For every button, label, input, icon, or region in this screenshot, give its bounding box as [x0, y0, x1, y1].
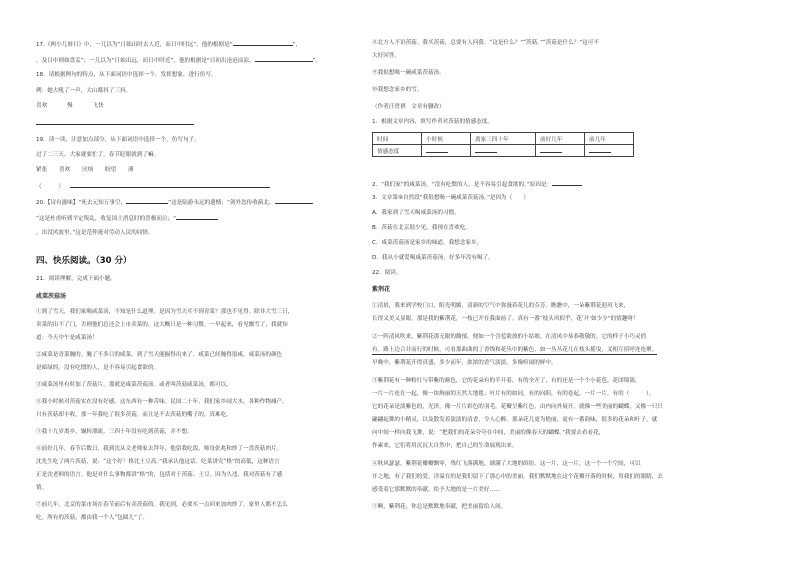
question-22: 22．阅读。 — [372, 270, 402, 276]
question-2: 2．“我们家”的咸菜汤，“没有吃惯的人，是不容易引起食欲的。”原因是： — [372, 180, 582, 189]
paragraph-5: ⑤我十九岁离乡，辗转漂流，三四十年没有吃到茨菇，并不想。 — [36, 429, 193, 435]
question-17-line-2: ，及日中则如盘盂”；一儿以为“日始出远，而日中时近”，他的根据是“日初出沧沧凉凉， ”。 — [36, 58, 322, 64]
question-19-words — [36, 167, 144, 174]
answer-blank[interactable] — [176, 214, 218, 220]
answer-blank[interactable] — [70, 182, 270, 188]
table-answer-cell[interactable] — [471, 145, 536, 157]
emotion-table — [372, 132, 634, 157]
paragraph-4: ④我小时候对茨菇实在没有好感。这东西有一种苦味。民国二十年，我们家乡闹大水，各种作物减产， — [36, 399, 288, 405]
paragraph-5: ⑤啊，紫荆花，你总是默默地奉献，把美丽留给人间。 — [372, 504, 507, 510]
paragraph-3: ③紫荆花有一种粉红与带紫的颜色，它的花朵有的半开着，有的全开了，有的还是一个个小花苞。花团锦簇， — [372, 378, 641, 384]
question-17-line-1: 17.《两小儿辩日》中，一儿以为“日始出时去人近，而日中时远”，他的根据是“ ”， — [36, 42, 302, 48]
paragraph-3: ③咸菜汤里有时加了茨菇片，那就是咸菜茨菇汤。或者叫茨菇咸菜汤，都可以。 — [36, 382, 232, 388]
table-row — [373, 133, 634, 145]
table-header-cell: 时间 — [373, 133, 422, 145]
table-row-label: 情感态度 — [373, 145, 422, 157]
paragraph-2: ②一阵清风吹来，紫荆花那无限的馥郁，便如一个含苞欲放的小姑娘，在清风中恭恭敬敬的。它的样子小巧灵俏 — [372, 334, 647, 340]
option-d[interactable]: D．我从小就爱喝咸菜茨菇汤，好多年没有喝了。 — [372, 255, 494, 261]
table-row — [373, 145, 634, 157]
right-column: ⑧北方人不识茨菇。我买茨菇，总要有人问我：“这是什么？”“茨菇。”“茨菇是什么？”这可不 大好回答。 ⑨我很想喝一碗咸菜茨菇汤。 ⑩我想念家乡的雪。 （作者汪曾祺 文章有删改） 1．根据文章内容，填写作者对茨菇的情感态度。 时间 小时候 离家三四十年 前好几年 前几年 情感态度 2．“我们家”的咸菜汤，“没有吃惯的人，是不容易引起食欲的。”原因是： 3．文章第⑨自然段“我很想喝一碗咸菜茨菇汤。”是因为（ ） A．我家到了雪天喝咸菜汤的习惯。 B．茨菇在北京很少见，我现在喜欢吃。 C．咸菜茨菇汤是家乡的味道，我想念家乡。 D．我从小就爱喝咸菜茨菇汤，好多年没有喝了。 22．阅读。 紫荆花 ①清晨，我来到学校门口，阳光明媚，清新的空气中弥漫着花儿的芬芳。瞧瞧中，一朵紫荆花迎风飞来， 长得又美又显眼，那是我的紫荆花，一枝已开在我面前了。真有一番“枝头风似乎，花‘开’如少少”的情趣呀！ ②一阵清风吹来，紫荆花那无限的馥郁，便如一个含苞欲放的小姑娘，在清风中恭恭敬敬的。它的样子小巧灵俏 有。路上边合并而行的时候，可看那曲曲的丁香线和花丛中的紫色，如一丛丛花儿在枝头摇曳，叉相互招呼连连聚。 早晚中，紫荆花开得真盛，多少而年，浓浓的香气淡淡，多像喧闹的鲜中。 ③紫荆花有一种粉红与带紫的颜色，它的花朵有的半开着，有的全开了，有的还是一个个小花苞。花团锦簇， 一片一片连在一起，像一块绚丽的天然大地毯；叶片有的如同，有的向阳，有的卷起，一片一片，有的（ ）。 它的花朵是淡紫色的，光泽，像一片片彩色的羽毛。花瓣呈紫红色，由内向外展开。就像一些美丽的蝴蝶，又像一只只 翩翩起舞的小精灵，以及散发着淡淡的清香，令人心醉。那朵花儿更为艳丽，更有一番韵味，很多的花朵和叶子，就 向中间一样向我飞舞，说：“把我们的花朵夸夸在中间，美丽的像春天的蝴蝶。”我要去看看花， 作素来，它们将用沉沉大自然中，把自己的生命展现出来。 ④秋风瑟瑟，紫荆花瓣瓣飘零，残红飞落满地，铺满了大地的缤纷。这一片，这一片，这一个一个空间，可以 开之地，有了我们的爱，洋溢在的是我们留下了那心中的美丽。我们默默地在这个花瓣开落的时候，用我们的眼睛，去 感受着它那默默的奉献，给予大地的是一片美好…… ⑤啊，紫荆花，你总是默默地奉献，把美丽留给人间。 — [372, 40, 663, 510]
word-option: 盼望 — [104, 167, 117, 173]
question-19-answer-line — [36, 182, 270, 191]
left-column: 17.《两小儿辩日》中，一儿以为“日始出时去人近，而日中时远”，他的根据是“ ”， ，及日中则如盘盂”；一儿以为“日始出远，而日中时近”，他的根据是“日初出沧沧凉凉， ”。 18．请根据例句的特点，从下面词语中选择一个，发挥想象，进行仿写。 例：她大吼了一声，大山都抖了三抖。 喜欢 慢 飞快 19．读一读，注意加点部分，从下面词语中选择一个，仿写句子。 过了二三天，大家就要忙了，春节眨眼就到了嘛。 紧张 喜欢 厌烦 盼望 薄 （ ） 20.【诗有滋味】“死去元知万事空， ”这是陆游永远的遗憾；“剑外忽传收蓟北， ”这是杜甫听到平定叛乱，收复国土消息时的喜极而泣；“ ，出没风波里。”这是范仲淹对劳动人民的同情。 四、快乐阅读。（30 分） 21．阅读理解，完成下面小题。 咸菜茨菇汤 ①到了雪天，我们家喝咸菜汤，不知是什么道理。是因为雪天买不到青菜？那也不见得。除非大雪三日， 卖菜的出不了门，否则他们总还会上市卖菜的。这大概只是一种习惯。一早起来，看见飘雪了，我就知 道：今天中午是咸菜汤！ ②咸菜是青菜腌的。腌了不多日的咸菜，到了雪天能掘得出来了。咸菜已经腌得很咸，咸菜汤的颜色 是暗绿的。没有吃惯的人，是不容易引起食欲的。 ③咸菜汤里有时加了茨菇片，那就是咸菜茨菇汤。或者叫茨菇咸菜汤，都可以。 ④我小时候对茨菇实在没有好感。这东西有一种苦味。民国二十年，我们家乡闹大水，各种作物减产， 只有茨菇却丰收。那一年我吃了很多茨菇，而且是不去茨菇的嘴子的，真难吃。 ⑤我十九岁离乡，辗转漂流，三四十年没有吃到茨菇，并不想。 ⑥前好几年，春节后数日，我到沈从文老师家去拜年，他留我吃饭，师母张兆和炒了一盘茨菇肉片。 沈先生吃了两片茨菇，说：“这个好！格比土豆高。”我承认他这话。吃菜讲究“格”的高低，这种语言 正是沈老师的语言。他是对什么事物都讲“格”的，包括对于茨菇、土豆。因为久违，我对茨菇有了感 情。 ⑦前几年，北京的菜市场在春节前后有卖茨菇的。我见到，必要买一点回来加肉炒了。家里人都不怎么 吃。所有的茨菇，都由我一个人“包圆儿”了。 — [36, 42, 322, 521]
essay-source: （作者汪曾祺 文章有删改） — [372, 104, 445, 110]
paragraph-6: ⑥前好几年，春节后数日，我到沈从文老师家去拜年，他留我吃饭，师母张兆和炒了一盘茨菇肉片。 — [36, 446, 283, 452]
table-header-cell: 前好几年 — [536, 133, 585, 145]
question-3: 3．文章第⑨自然段“我很想喝一碗咸菜茨菇汤。”是因为（ ） — [372, 195, 530, 201]
word-option: 慢 — [66, 103, 73, 109]
question-19: 19．读一读，注意加点部分，从下面词语中选择一个，仿写句子。 — [36, 137, 200, 143]
question-20-line-3: ，出没风波里。”这是范仲淹对劳动人民的同情。 — [36, 230, 154, 236]
word-option: 厌烦 — [81, 167, 94, 173]
option-b[interactable]: B．茨菇在北京很少见，我现在喜欢吃。 — [372, 225, 471, 231]
word-option: 喜欢 — [58, 167, 71, 173]
paragraph-2: ②咸菜是青菜腌的。腌了不多日的咸菜，到了雪天能掘得出来了。咸菜已经腌得很咸，咸菜汤的颜色 — [36, 352, 283, 358]
word-option: 飞快 — [92, 103, 104, 109]
paragraph-8: ⑧北方人不识茨菇。我买茨菇，总要有人问我：“这是什么？”“茨菇。”“茨菇是什么？”这可不 — [372, 40, 599, 46]
question-20-line-2: ”这是杜甫听到平定叛乱，收复国土消息时的喜极而泣；“ — [36, 214, 218, 223]
paragraph-1: ①到了雪天，我们家喝咸菜汤，不知是什么道理。是因为雪天买不到青菜？那也不见得。除非大雪三日， — [36, 309, 294, 315]
table-header-cell: 小时候 — [422, 133, 471, 145]
question-18: 18．请根据例句的特点，从下面词语中选择一个，发挥想象，进行仿写。 — [36, 72, 217, 78]
table-answer-cell[interactable] — [422, 145, 471, 157]
question-19-sentence: 过了二三天，大家就要忙了，春节眨眼就到了嘛。 — [36, 152, 160, 158]
option-a[interactable]: A．我家到了雪天喝咸菜汤的习惯。 — [372, 210, 460, 216]
answer-blank[interactable] — [275, 198, 313, 204]
question-21: 21．阅读理解，完成下面小题。 — [36, 276, 116, 282]
word-option: 薄 — [127, 167, 134, 173]
question-1: 1．根据文章内容，填写作者对茨菇的情感态度。 — [372, 119, 494, 125]
paragraph-1: ①清晨，我来到学校门口，阳光明媚，清新的空气中弥漫着花儿的芬芳。瞧瞧中，一朵紫荆花迎风飞来， — [372, 303, 630, 309]
question-18-words — [36, 103, 114, 110]
table-header-cell: 前几年 — [585, 133, 634, 145]
paragraph-4: ④秋风瑟瑟，紫荆花瓣瓣飘零，残红飞落满地，铺满了大地的缤纷。这一片，这一片，这一个一个空间，可以 — [372, 461, 641, 467]
word-option: 喜欢 — [36, 103, 48, 109]
essay-title: 紫荆花 — [372, 286, 391, 293]
table-answer-cell[interactable] — [585, 145, 634, 157]
paragraph-9: ⑨我很想喝一碗咸菜茨菇汤。 — [372, 70, 445, 76]
answer-line[interactable] — [36, 124, 194, 125]
paragraph-7: ⑦前几年，北京的菜市场在春节前后有卖茨菇的。我见到，必要买一点回来加肉炒了。家里人都不怎么 — [36, 502, 288, 508]
table-answer-cell[interactable] — [536, 145, 585, 157]
question-20-line-1: 20.【诗有滋味】“死去元知万事空， ”这是陆游永远的遗憾；“剑外忽传收蓟北， — [36, 198, 313, 207]
word-option: 紧张 — [36, 167, 48, 173]
paragraph-10: ⑩我想念家乡的雪。 — [372, 87, 423, 93]
essay-title: 咸菜茨菇汤 — [36, 293, 67, 300]
answer-blank[interactable] — [255, 56, 313, 62]
section-heading: 四、快乐阅读。（30 分） — [36, 256, 132, 266]
question-18-example: 例：她大吼了一声，大山都抖了三抖。 — [36, 88, 132, 94]
answer-paren[interactable]: （ ） — [36, 184, 64, 190]
table-header-cell: 离家三四十年 — [471, 133, 536, 145]
answer-blank[interactable] — [126, 198, 168, 204]
answer-blank[interactable] — [552, 180, 582, 186]
answer-blank[interactable] — [233, 40, 293, 46]
option-c[interactable]: C．咸菜茨菇汤是家乡的味道，我想念家乡。 — [372, 240, 483, 246]
